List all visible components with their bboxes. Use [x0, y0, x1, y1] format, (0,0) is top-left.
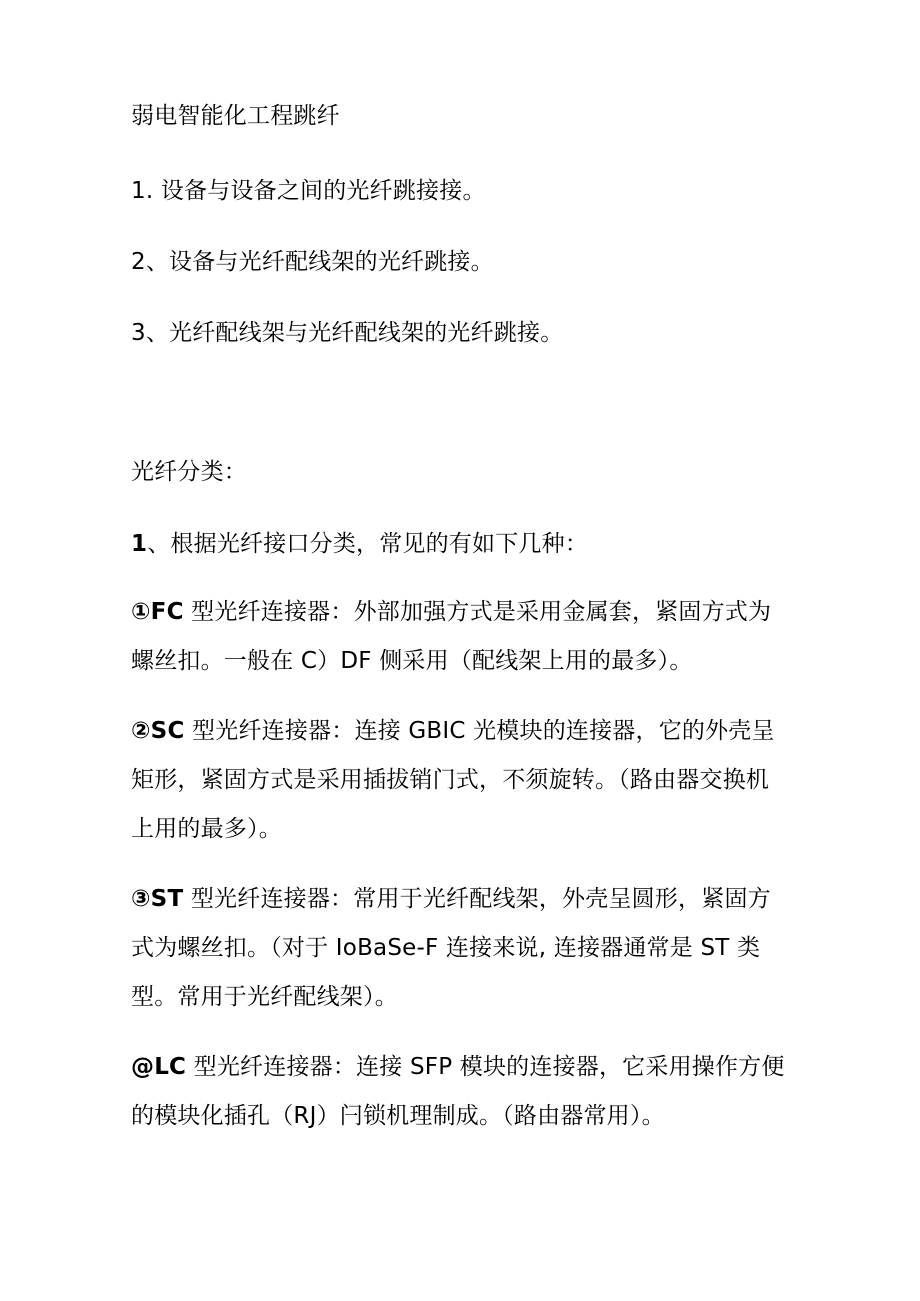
- intro-item-3: 3、光纤配线架与光纤配线架的光纤跳接。: [131, 320, 564, 346]
- sc-line-3: 上用的最多）。: [131, 816, 282, 842]
- intro-item-1: 1. 设备与设备之间的光纤跳接接。: [131, 178, 486, 204]
- lc-text-1: 型光纤连接器：连接 SFP 模块的连接器，它采用操作方便: [186, 1054, 785, 1080]
- lc-marker: @LC: [131, 1054, 187, 1080]
- sc-text-1: 型光纤连接器：连接 GBIC 光模块的连接器，它的外壳呈: [184, 718, 775, 744]
- fc-text-1: 型光纤连接器：外部加强方式是采用金属套，紧固方式为: [183, 599, 772, 625]
- sc-line-1: [131, 718, 775, 745]
- section-1-number: 1: [131, 531, 148, 557]
- classification-heading: 光纤分类：: [131, 459, 247, 485]
- st-line-3: 型。常用于光纤配线架）。: [131, 984, 398, 1010]
- lc-line-1: [131, 1054, 785, 1081]
- fc-line-2: 螺丝扣。一般在 C）DF 侧采用（配线架上用的最多）。: [131, 648, 693, 674]
- sc-line-2: 矩形，紧固方式是采用插拔销门式，不须旋转。（路由器交换机: [131, 767, 770, 793]
- fc-line-1: [131, 599, 771, 626]
- section-1-heading: [131, 531, 588, 558]
- intro-item-2: 2、设备与光纤配线架的光纤跳接。: [131, 249, 494, 275]
- sc-marker: ②SC: [131, 718, 185, 744]
- st-marker: ③ST: [131, 886, 184, 912]
- fc-marker: ①FC: [131, 599, 184, 625]
- st-line-2: 式为螺丝扣。（对于 IoBaSe-F 连接来说, 连接器通常是 ST 类: [131, 935, 761, 961]
- section-1-text: 、根据光纤接口分类，常见的有如下几种：: [147, 531, 589, 557]
- lc-line-2: 的模块化插孔（RJ）闩锁机理制成。（路由器常用）。: [131, 1103, 665, 1129]
- st-line-1: [131, 886, 771, 913]
- document-title: 弱电智能化工程跳纤: [131, 103, 340, 129]
- st-text-1: 型光纤连接器：常用于光纤配线架，外壳呈圆形，紧固方: [183, 886, 771, 912]
